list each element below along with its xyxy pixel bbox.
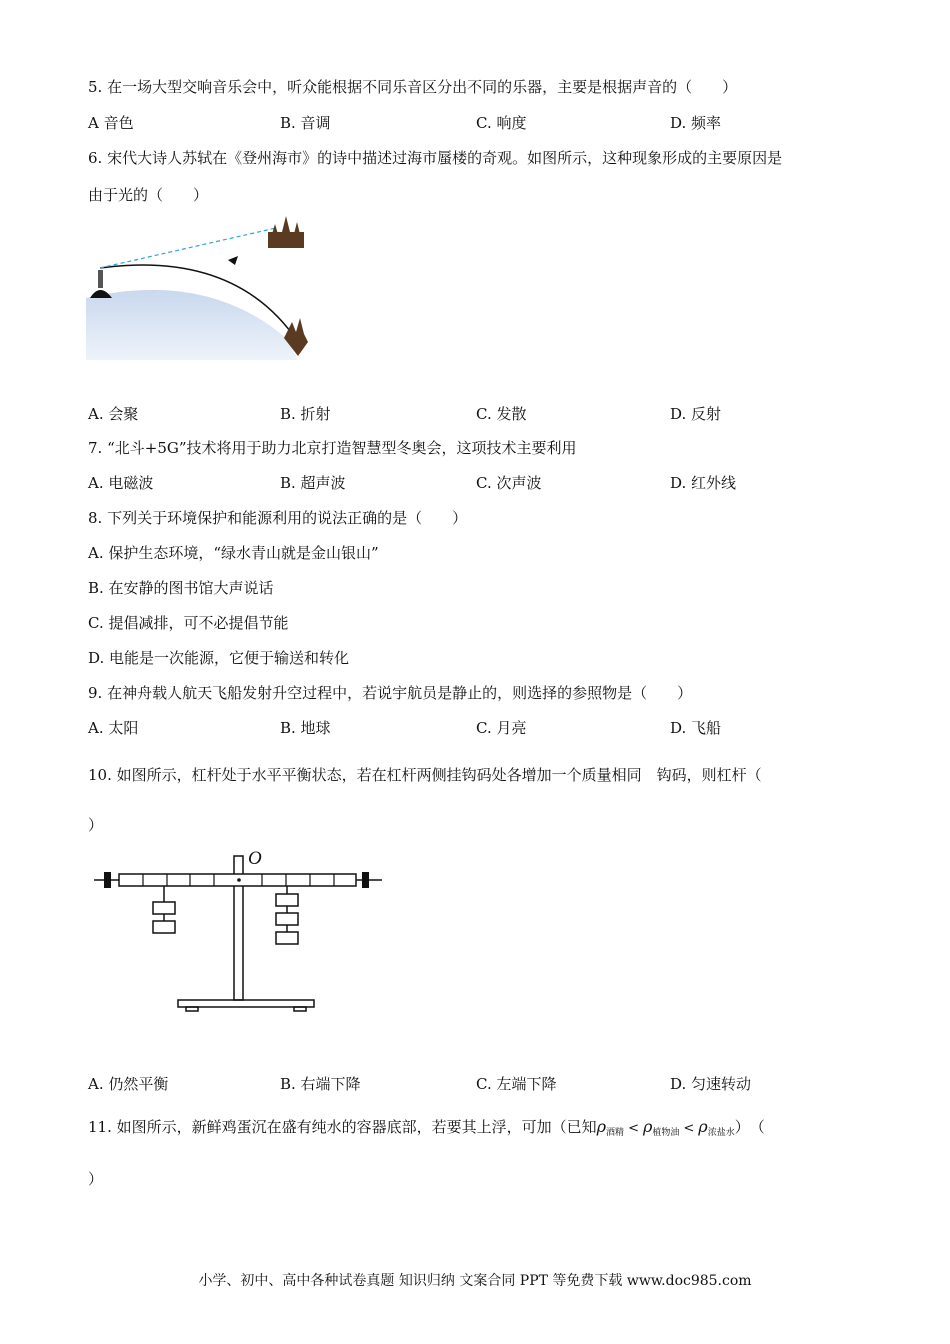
q6-option-b: B. 折射: [280, 405, 331, 423]
q7-option-d: D. 红外线: [670, 474, 737, 492]
q5-option-a: A 音色: [88, 114, 134, 132]
q9-option-b: B. 地球: [280, 719, 331, 737]
rho-subscript-brine: 浓盐水: [707, 1128, 735, 1138]
q6-stem-line2: 由于光的（ ）: [88, 186, 209, 204]
q9-option-c: C. 月亮: [476, 719, 527, 737]
q8-stem: 8. 下列关于环境保护和能源利用的说法正确的是（ ）: [88, 509, 468, 527]
q11-stem-line1: [88, 1116, 765, 1138]
less-than-sign: <: [628, 1121, 639, 1136]
q5-option-c: C. 响度: [476, 114, 527, 132]
q5-stem: 5. 在一场大型交响音乐会中，听众能根据不同乐音区分出不同的乐器，主要是根据声音的（ ）: [88, 78, 738, 96]
q10-option-d: D. 匀速转动: [670, 1075, 752, 1093]
earth-surface: [86, 290, 298, 360]
q10-option-c: C. 左端下降: [476, 1075, 557, 1093]
balance-nut-right: [362, 872, 369, 888]
rho-symbol: ρ: [596, 1117, 607, 1136]
q6-stem-line1: 6. 宋代大诗人苏轼在《登州海市》的诗中描述过海市蜃楼的奇观。如图所示，这种现象形成的主要原因是: [88, 149, 783, 167]
q8-option-b: B. 在安静的图书馆大声说话: [88, 579, 274, 597]
q10-stem-line2: ）: [88, 816, 104, 834]
q8-option-d: D. 电能是一次能源，它便于输送和转化: [88, 649, 350, 667]
q8-option-c: C. 提倡减排，可不必提倡节能: [88, 614, 289, 632]
left-weights: [153, 886, 175, 933]
q6-option-c: C. 发散: [476, 405, 527, 423]
q7-option-a: A. 电磁波: [88, 474, 154, 492]
arrow-icon: [228, 256, 238, 265]
q7-option-c: C. 次声波: [476, 474, 542, 492]
observer-figure: [98, 270, 103, 288]
balance-nut-left: [104, 872, 111, 888]
less-than-sign: <: [683, 1121, 695, 1136]
q7-option-b: B. 超声波: [280, 474, 346, 492]
pivot-point: [237, 878, 241, 882]
q5-option-d: D. 频率: [670, 114, 722, 132]
rho-symbol: ρ: [642, 1117, 653, 1136]
rho-subscript-alcohol: 酒精: [606, 1128, 625, 1138]
q11-stem-suffix: ） （: [734, 1118, 765, 1136]
q5-option-b: B. 音调: [280, 114, 331, 132]
page-footer: 小学、初中、高中各种试卷真题 知识归纳 文案合同 PPT 等免费下载 www.doc985.com: [198, 1273, 752, 1289]
q6-option-d: D. 反射: [670, 405, 722, 423]
mirage-city-icon: [268, 216, 304, 248]
q10-option-b: B. 右端下降: [280, 1075, 361, 1093]
q11-stem-prefix: 11. 如图所示，新鲜鸡蛋沉在盛有纯水的容器底部，若要其上浮，可加（已知: [88, 1118, 597, 1136]
q6-option-a: A. 会聚: [88, 405, 139, 423]
sight-line: [100, 228, 276, 268]
q8-option-a: A. 保护生态环境，“绿水青山就是金山银山”: [88, 544, 379, 562]
q10-option-a: A. 仍然平衡: [88, 1075, 169, 1093]
mirage-figure: [86, 210, 316, 360]
q10-stem-line1: 10. 如图所示，杠杆处于水平平衡状态，若在杠杆两侧挂钩码处各增加一个质量相同 钩码，则杠杆（: [88, 766, 762, 784]
rho-symbol: ρ: [698, 1117, 708, 1136]
q7-stem: 7. “北斗+5G”技术将用于助力北京打造智慧型冬奥会，这项技术主要利用: [88, 439, 577, 457]
q9-option-a: A. 太阳: [88, 719, 139, 737]
right-weights: [276, 886, 298, 944]
rho-subscript-vegetable-oil: 植物油: [652, 1128, 680, 1138]
lever-figure: [90, 842, 390, 1014]
q9-option-d: D. 飞船: [670, 719, 722, 737]
q11-stem-line2: ）: [88, 1170, 104, 1188]
q9-stem: 9. 在神舟载人航天飞船发射升空过程中，若说宇航员是静止的，则选择的参照物是（ ）: [88, 684, 693, 702]
pivot-label: O: [248, 848, 262, 869]
